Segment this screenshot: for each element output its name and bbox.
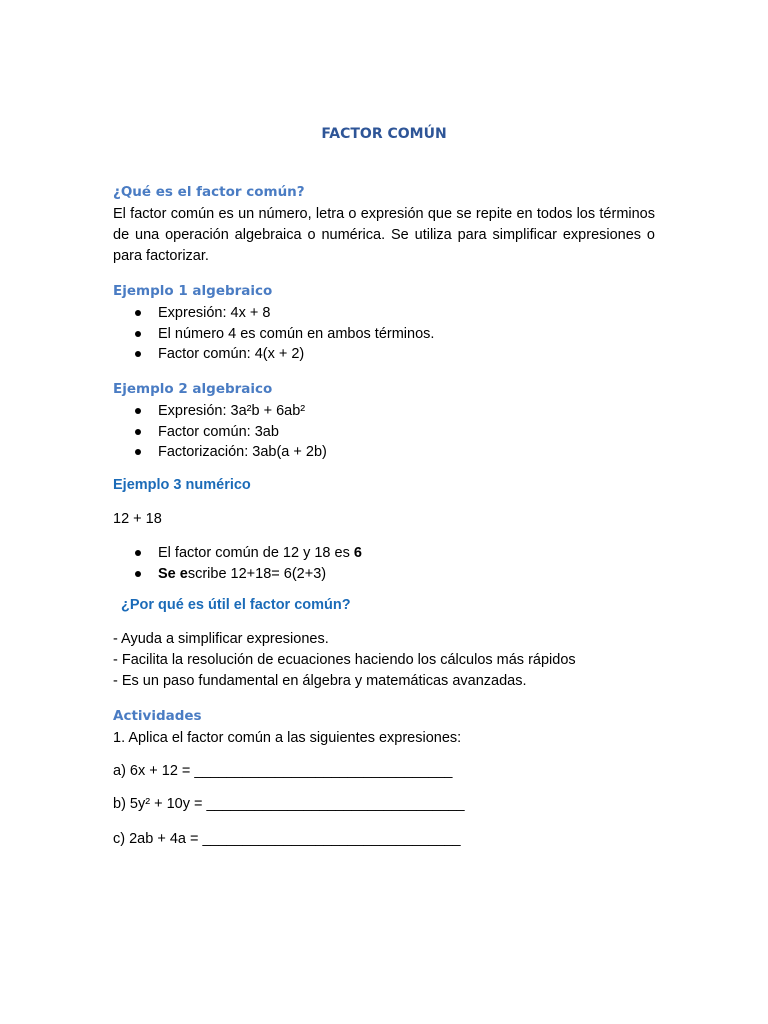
item-bold: Se e — [158, 565, 188, 582]
activity-item-c: c) 2ab + 4a = ________________________________ — [113, 831, 461, 847]
item-text: El factor común de 12 y 18 es — [158, 545, 354, 561]
list-item: Factorización: 3ab(a + 2b) — [113, 442, 327, 463]
section-heading-what: ¿Qué es el factor común? — [113, 184, 305, 200]
page-title: FACTOR COMÚN — [321, 126, 447, 142]
why-line: - Facilita la resolución de ecuaciones haciendo los cálculos más rápidos — [113, 652, 576, 668]
why-line: - Es un paso fundamental en álgebra y matemáticas avanzadas. — [113, 673, 527, 689]
example1-heading: Ejemplo 1 algebraico — [113, 283, 273, 299]
list-item: El número 4 es común en ambos términos. — [113, 324, 434, 345]
activity-item-b: b) 5y² + 10y = ________________________________ — [113, 796, 465, 812]
activity-item-a: a) 6x + 12 = ________________________________ — [113, 763, 453, 779]
list-item: Expresión: 4x + 8 — [113, 303, 434, 324]
why-list — [113, 629, 576, 692]
list-item: Expresión: 3a²b + 6ab² — [113, 401, 327, 422]
example3-expression: 12 + 18 — [113, 511, 162, 527]
example3-list — [113, 543, 362, 584]
list-item: Factor común: 3ab — [113, 422, 327, 443]
definition-paragraph: El factor común es un número, letra o expresión que se repite en todos los términos de una operación algebraica o numérica. Se utiliza para simplificar expresiones o para factorizar. — [113, 206, 655, 264]
example2-list — [113, 401, 327, 463]
why-line: - Ayuda a simplificar expresiones. — [113, 631, 329, 647]
activities-instruction: 1. Aplica el factor común a las siguientes expresiones: — [113, 730, 462, 746]
list-item: Factor común: 4(x + 2) — [113, 344, 434, 365]
activities-heading: Actividades — [113, 708, 202, 724]
item-bold: 6 — [353, 545, 362, 561]
list-item — [113, 543, 362, 564]
example2-heading: Ejemplo 2 algebraico — [113, 381, 273, 397]
example1-list — [113, 303, 434, 365]
list-item — [113, 564, 362, 585]
example3-heading: Ejemplo 3 numérico — [113, 477, 251, 493]
item-text: scribe 12+18= 6(2+3) — [187, 565, 327, 582]
why-heading: ¿Por qué es útil el factor común? — [121, 597, 351, 613]
